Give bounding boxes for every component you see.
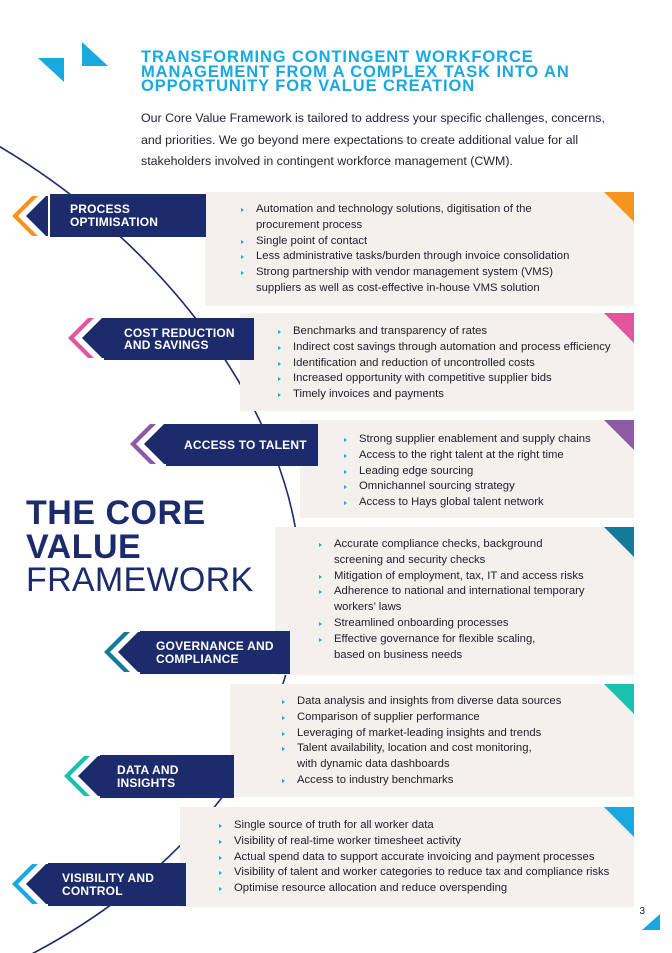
chevron-icon	[8, 196, 48, 236]
chevron-icon	[100, 632, 140, 672]
list-item: Benchmarks and transparency of rates	[293, 324, 623, 340]
corner-accent-icon	[604, 684, 634, 714]
list-item: Leveraging of market-leading insights and trends	[297, 726, 597, 742]
section-label-process: PROCESS OPTIMISATION	[50, 194, 206, 237]
list-item: Single point of contact	[256, 234, 586, 250]
corner-triangle-icon	[642, 914, 660, 930]
list-item: Visibility of talent and worker categories to reduce tax and compliance risks	[234, 865, 629, 881]
brand-triangles-icon	[36, 40, 116, 90]
chevron-icon	[8, 864, 48, 904]
section-label-data: DATA AND INSIGHTS	[100, 755, 234, 798]
intro-paragraph: Our Core Value Framework is tailored to address your specific challenges, concerns, and priorities. We go beyond mere expectations to create additional value for all stakeholders involved in contingent workforce management (CWM).	[141, 111, 605, 168]
section-label-visibility: VISIBILITY AND CONTROL	[48, 863, 186, 906]
list-item: Strong partnership with vendor management system (VMS) suppliers as well as cost-effective in-house VMS solution	[256, 265, 556, 297]
list-item: Data analysis and insights from diverse data sources	[297, 694, 597, 710]
section-list-process	[256, 202, 586, 297]
list-item: Access to Hays global talent network	[359, 495, 629, 511]
section-label-talent: ACCESS TO TALENT	[166, 424, 318, 466]
list-item: Strong supplier enablement and supply chains	[359, 432, 629, 448]
list-item: Omnichannel sourcing strategy	[359, 479, 629, 495]
chevron-icon	[60, 756, 100, 796]
section-label-cost: COST REDUCTION AND SAVINGS	[104, 318, 254, 360]
list-item: Timely invoices and payments	[293, 387, 623, 403]
chevron-icon	[64, 318, 104, 358]
list-item: Mitigation of employment, tax, IT and access risks	[334, 569, 596, 585]
list-item: Identification and reduction of uncontrolled costs	[293, 356, 623, 372]
section-label-governance: GOVERNANCE AND COMPLIANCE	[140, 631, 290, 674]
list-item: Comparison of supplier performance	[297, 710, 597, 726]
corner-accent-icon	[604, 527, 634, 557]
list-item: Effective governance for flexible scaling, based on business needs	[334, 632, 549, 664]
list-item: Optimise resource allocation and reduce overspending	[234, 881, 629, 897]
list-item: Indirect cost savings through automation and process efficiency	[293, 340, 623, 356]
section-list-visibility	[234, 818, 629, 897]
framework-heading-bold: THE CORE VALUE	[26, 494, 206, 566]
list-item: Leading edge sourcing	[359, 464, 629, 480]
list-item: Less administrative tasks/burden through invoice consolidation	[256, 249, 586, 265]
list-item: Streamlined onboarding processes	[334, 616, 596, 632]
list-item: Visibility of real-time worker timesheet activity	[234, 834, 629, 850]
framework-heading-light: FRAMEWORK	[26, 561, 254, 599]
page-title: TRANSFORMING CONTINGENT WORKFORCE MANAGEMENT FROM A COMPLEX TASK INTO AN OPPORTUNITY FOR VALUE CREATION	[141, 48, 570, 95]
list-item: Talent availability, location and cost monitoring, with dynamic data dashboards	[297, 741, 547, 773]
list-item: Accurate compliance checks, background screening and security checks	[334, 537, 559, 569]
chevron-icon	[126, 424, 166, 464]
section-list-talent	[359, 432, 629, 511]
section-list-governance	[334, 537, 596, 663]
page-number: 3	[639, 906, 645, 917]
list-item: Access to the right talent at the right time	[359, 448, 629, 464]
list-item: Automation and technology solutions, digitisation of the procurement process	[256, 202, 586, 234]
section-list-cost	[293, 324, 623, 403]
corner-accent-icon	[604, 192, 634, 222]
list-item: Single source of truth for all worker data	[234, 818, 629, 834]
list-item: Adherence to national and international temporary workers’ laws	[334, 584, 596, 616]
section-list-data	[297, 694, 597, 789]
list-item: Access to industry benchmarks	[297, 773, 597, 789]
list-item: Actual spend data to support accurate invoicing and payment processes	[234, 850, 629, 866]
list-item: Increased opportunity with competitive supplier bids	[293, 371, 623, 387]
